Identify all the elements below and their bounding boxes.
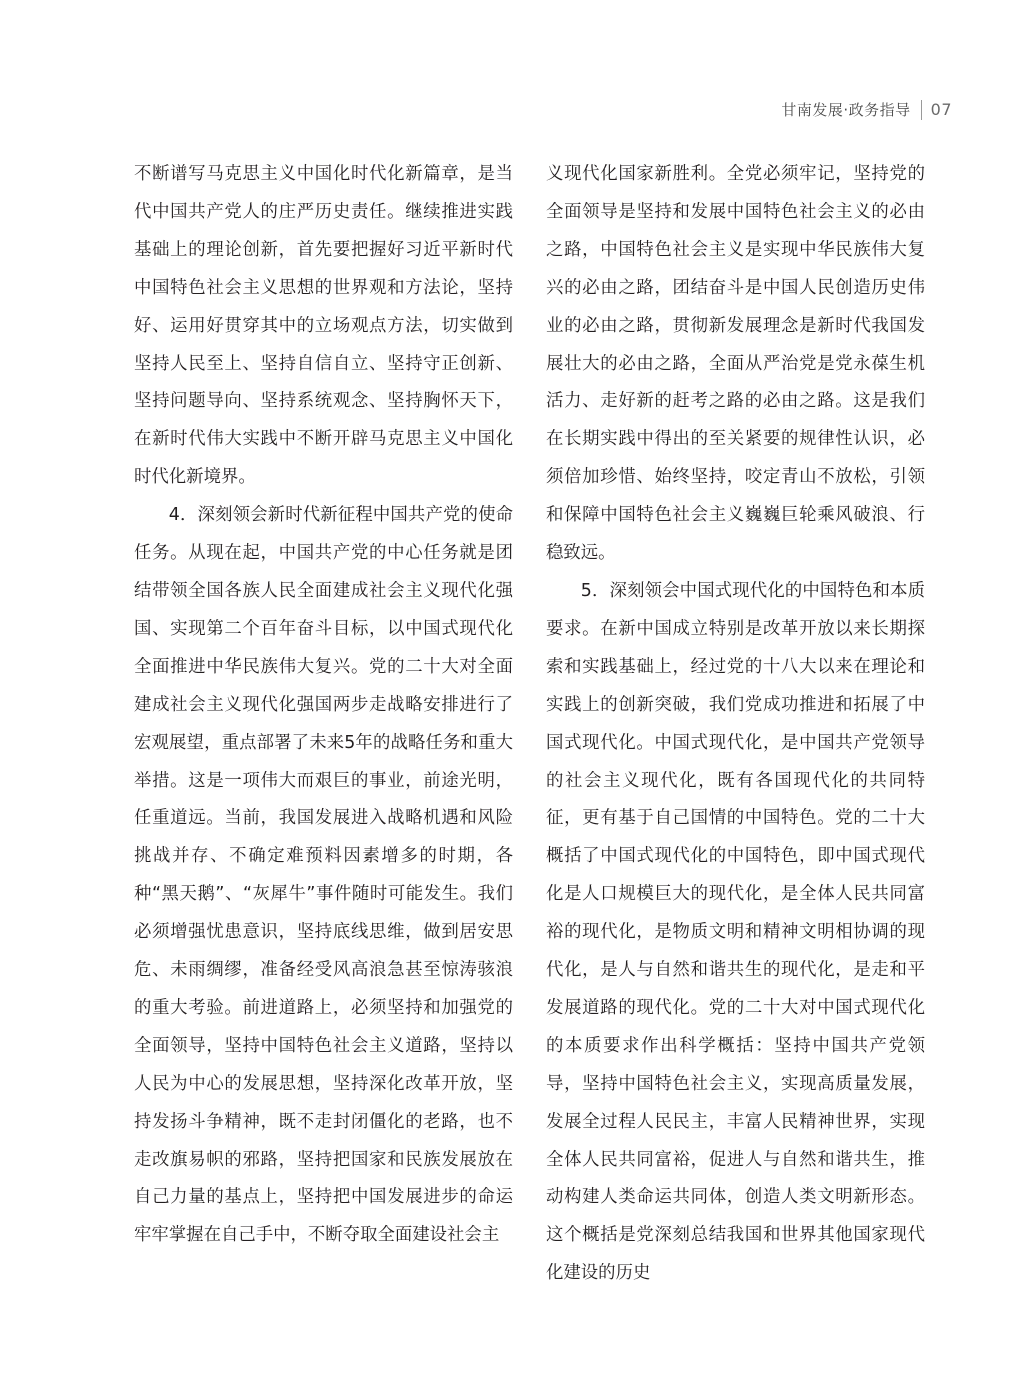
paragraph-continuation: 不断谱写马克思主义中国化时代化新篇章，是当代中国共产党人的庄严历史责任。继续推进实践基础上的理论创新，首先要把握好习近平新时代中国特色社会主义思想的世界观和方法论，坚持好、运用好贯穿其中的立场观点方法，切实做到坚持人民至上、坚持自信自立、坚持守正创新、坚持问题导向、坚持系统观念、坚持胸怀天下，在新时代伟大实践中不断开辟马克思主义中国化时代化新境界。 bbox=[134, 164, 513, 488]
left-column bbox=[134, 156, 513, 1255]
header-title: 甘南发展·政务指导 bbox=[781, 101, 911, 119]
page-number: 07 bbox=[930, 100, 952, 119]
paragraph-continuation: 义现代化国家新胜利。全党必须牢记，坚持党的全面领导是坚持和发展中国特色社会主义的必由之路，中国特色社会主义是实现中华民族伟大复兴的必由之路，团结奋斗是中国人民创造历史伟业的必由之路，贯彻新发展理念是新时代我国发展壮大的必由之路，全面从严治党是党永葆生机活力、走好新的赶考之路的必由之路。这是我们在长期实践中得出的至关紧要的规律性认识，必须倍加珍惜、始终坚持，咬定青山不放松，引领和保障中国特色社会主义巍巍巨轮乘风破浪、行稳致远。 bbox=[546, 164, 925, 564]
paragraph-section-5: 5．深刻领会中国式现代化的中国特色和本质要求。在新中国成立特别是改革开放以来长期探索和实践基础上，经过党的十八大以来在理论和实践上的创新突破，我们党成功推进和拓展了中国式现代化。中国式现代化，是中国共产党领导的社会主义现代化，既有各国现代化的共同特征，更有基于自己国情的中国特色。党的二十大概括了中国式现代化的中国特色，即中国式现代化是人口规模巨大的现代化，是全体人民共同富裕的现代化，是物质文明和精神文明相协调的现代化，是人与自然和谐共生的现代化，是走和平发展道路的现代化。党的二十大对中国式现代化的本质要求作出科学概括：坚持中国共产党领导，坚持中国特色社会主义，实现高质量发展，发展全过程人民民主，丰富人民精神世界，实现全体人民共同富裕，促进人与自然和谐共生，推动构建人类命运共同体，创造人类文明新形态。这个概括是党深刻总结我国和世界其他国家现代化建设的历史 bbox=[546, 580, 925, 1284]
paragraph-section-4: 4．深刻领会新时代新征程中国共产党的使命任务。从现在起，中国共产党的中心任务就是团结带领全国各族人民全面建成社会主义现代化强国、实现第二个百年奋斗目标，以中国式现代化全面推进中华民族伟大复兴。党的二十大对全面建成社会主义现代化强国两步走战略安排进行了宏观展望，重点部署了未来5年的战略任务和重大举措。这是一项伟大而艰巨的事业，前途光明，任重道远。当前，我国发展进入战略机遇和风险挑战并存、不确定难预料因素增多的时期，各种“黑天鹅”、“灰犀牛”事件随时可能发生。我们必须增强忧患意识，坚持底线思维，做到居安思危、未雨绸缪，准备经受风高浪急甚至惊涛骇浪的重大考验。前进道路上，必须坚持和加强党的全面领导，坚持中国特色社会主义道路，坚持以人民为中心的发展思想，坚持深化改革开放，坚持发扬斗争精神，既不走封闭僵化的老路，也不走改旗易帜的邪路，坚持把国家和民族发展放在自己力量的基点上，坚持把中国发展进步的命运牢牢掌握在自己手中，不断夺取全面建设社会主 bbox=[134, 505, 513, 1246]
header-divider bbox=[921, 100, 922, 120]
running-header bbox=[781, 99, 952, 120]
right-column bbox=[546, 156, 925, 1293]
